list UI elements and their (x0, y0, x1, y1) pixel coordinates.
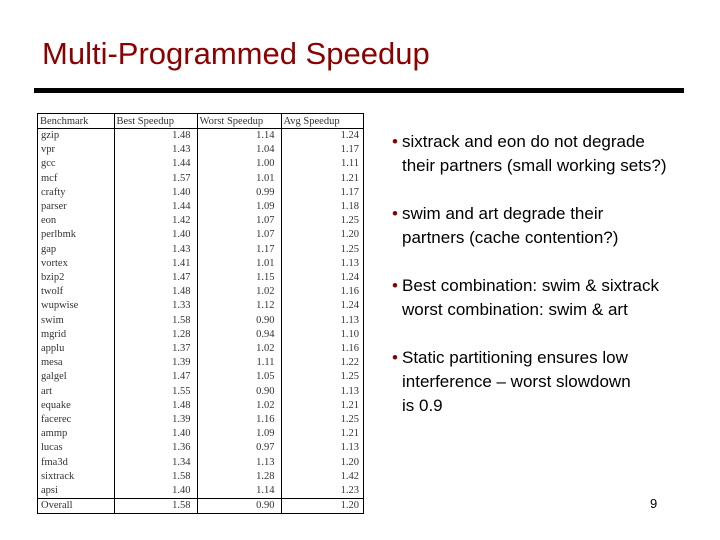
speedup-cell: 1.25 (281, 214, 364, 228)
speedup-cell: 1.43 (114, 243, 197, 257)
speedup-cell: 1.21 (281, 399, 364, 413)
speedup-cell: 1.58 (114, 470, 197, 484)
speedup-cell: 1.48 (114, 285, 197, 299)
benchmark-cell: galgel (41, 371, 67, 383)
table-row (38, 157, 364, 171)
speedup-cell: 1.24 (281, 271, 364, 285)
total-speedup-cell: 1.58 (114, 499, 197, 514)
speedup-cell: 1.48 (114, 129, 197, 144)
speedup-cell: 1.41 (114, 257, 197, 271)
table-header-row (38, 114, 364, 129)
speedup-cell: 1.34 (114, 456, 197, 470)
speedup-cell: 1.42 (114, 214, 197, 228)
bullet-text: worst combination: swim & art (402, 300, 628, 319)
benchmark-cell: mesa (41, 357, 63, 369)
speedup-cell: 1.44 (114, 200, 197, 214)
benchmark-cell: gzip (41, 130, 60, 141)
speedup-cell: 1.21 (281, 172, 364, 186)
speedup-cell: 1.17 (281, 186, 364, 200)
bullet-text: interference – worst slowdown (402, 372, 631, 391)
table-row (38, 299, 364, 313)
page-number: 9 (650, 496, 658, 511)
speedup-cell: 1.39 (114, 356, 197, 370)
speedup-cell: 1.07 (197, 228, 281, 242)
bullet-item (392, 346, 712, 418)
table-row (38, 413, 364, 427)
table-row (38, 186, 364, 200)
table-row (38, 356, 364, 370)
total-label-cell: Overall (38, 499, 114, 514)
benchmark-cell: ammp (41, 428, 68, 440)
bullet-marker: • (392, 348, 398, 367)
table-total-row (38, 499, 364, 514)
speedup-cell: 0.90 (197, 385, 281, 399)
speedup-cell: 1.16 (281, 285, 364, 299)
speedup-cell: 1.25 (281, 413, 364, 427)
benchmark-cell: equake (41, 399, 71, 411)
table-row (38, 470, 364, 484)
bullet-text: Static partitioning ensures low (402, 348, 628, 367)
bullet-list (392, 130, 712, 442)
benchmark-cell: vortex (41, 257, 68, 269)
speedup-cell: 1.15 (197, 271, 281, 285)
table-body (38, 129, 364, 514)
speedup-cell: 1.43 (114, 143, 197, 157)
speedup-cell: 1.13 (281, 314, 364, 328)
benchmark-cell: gap (41, 243, 57, 255)
speedup-cell: 1.02 (197, 285, 281, 299)
speedup-cell: 1.20 (281, 456, 364, 470)
table-row (38, 342, 364, 356)
speedup-cell: 1.14 (197, 484, 281, 499)
table-row (38, 484, 364, 499)
speedup-cell: 1.10 (281, 328, 364, 342)
speedup-table-container (37, 113, 364, 514)
table-row (38, 427, 364, 441)
column-header: Benchmark (38, 114, 114, 129)
speedup-cell: 0.97 (197, 441, 281, 455)
speedup-cell: 1.21 (281, 427, 364, 441)
bullet-text: swim and art degrade their (402, 204, 604, 223)
speedup-cell: 1.40 (114, 186, 197, 200)
speedup-cell: 1.23 (281, 484, 364, 499)
bullet-text: is 0.9 (402, 396, 443, 415)
benchmark-cell: perlbmk (41, 229, 76, 241)
benchmark-cell: fma3d (41, 456, 68, 468)
benchmark-cell: crafty (41, 186, 66, 198)
bullet-item (392, 130, 712, 178)
column-header: Best Speedup (114, 114, 197, 129)
speedup-table (38, 114, 364, 513)
speedup-cell: 1.37 (114, 342, 197, 356)
speedup-cell: 1.24 (281, 299, 364, 313)
speedup-cell: 1.58 (114, 314, 197, 328)
speedup-cell: 1.18 (281, 200, 364, 214)
total-speedup-cell: 0.90 (197, 499, 281, 514)
speedup-cell: 1.12 (197, 299, 281, 313)
benchmark-cell: vpr (41, 144, 55, 156)
speedup-cell: 1.39 (114, 413, 197, 427)
bullet-text: Best combination: swim & sixtrack (402, 276, 659, 295)
speedup-cell: 1.09 (197, 200, 281, 214)
column-header: Worst Speedup (197, 114, 281, 129)
table-row (38, 243, 364, 257)
speedup-cell: 1.22 (281, 356, 364, 370)
benchmark-cell: mcf (41, 172, 58, 184)
speedup-cell: 0.99 (197, 186, 281, 200)
speedup-cell: 0.94 (197, 328, 281, 342)
table-row (38, 385, 364, 399)
speedup-cell: 1.40 (114, 427, 197, 441)
slide-title: Multi-Programmed Speedup (42, 36, 430, 71)
table-row (38, 271, 364, 285)
table-row (38, 285, 364, 299)
speedup-cell: 1.11 (281, 157, 364, 171)
bullet-text: partners (cache contention?) (402, 228, 619, 247)
table-row (38, 129, 364, 144)
bullet-item (392, 274, 712, 322)
table-row (38, 143, 364, 157)
speedup-cell: 1.47 (114, 370, 197, 384)
speedup-cell: 1.24 (281, 129, 364, 144)
bullet-marker: • (392, 132, 398, 151)
benchmark-cell: gcc (41, 158, 56, 170)
table-row (38, 328, 364, 342)
table-row (38, 257, 364, 271)
speedup-cell: 1.16 (197, 413, 281, 427)
speedup-cell: 0.90 (197, 314, 281, 328)
title-divider (34, 88, 684, 93)
speedup-cell: 1.13 (197, 456, 281, 470)
speedup-cell: 1.48 (114, 399, 197, 413)
table-row (38, 172, 364, 186)
speedup-cell: 1.16 (281, 342, 364, 356)
speedup-cell: 1.00 (197, 157, 281, 171)
benchmark-cell: twolf (41, 286, 64, 298)
benchmark-cell: facerec (41, 414, 72, 426)
benchmark-cell: parser (41, 201, 67, 213)
benchmark-cell: sixtrack (41, 470, 75, 482)
bullet-text: sixtrack and eon do not degrade (402, 132, 645, 151)
speedup-cell: 1.28 (114, 328, 197, 342)
speedup-cell: 1.25 (281, 243, 364, 257)
speedup-cell: 1.40 (114, 228, 197, 242)
speedup-cell: 1.01 (197, 172, 281, 186)
benchmark-cell: wupwise (41, 300, 79, 312)
speedup-cell: 1.25 (281, 370, 364, 384)
speedup-cell: 1.47 (114, 271, 197, 285)
benchmark-cell: lucas (41, 442, 63, 454)
table-row (38, 399, 364, 413)
speedup-cell: 1.17 (197, 243, 281, 257)
speedup-cell: 1.33 (114, 299, 197, 313)
benchmark-cell: mgrid (41, 328, 67, 340)
speedup-cell: 1.02 (197, 342, 281, 356)
speedup-cell: 1.44 (114, 157, 197, 171)
speedup-cell: 1.40 (114, 484, 197, 499)
speedup-cell: 1.13 (281, 257, 364, 271)
benchmark-cell: bzip2 (41, 272, 65, 284)
table-row (38, 228, 364, 242)
speedup-cell: 1.09 (197, 427, 281, 441)
speedup-cell: 1.17 (281, 143, 364, 157)
benchmark-cell: apsi (41, 485, 58, 497)
total-speedup-cell: 1.20 (281, 499, 364, 514)
table-row (38, 456, 364, 470)
speedup-cell: 1.55 (114, 385, 197, 399)
benchmark-cell: applu (41, 343, 65, 355)
speedup-cell: 1.07 (197, 214, 281, 228)
table-row (38, 314, 364, 328)
table-row (38, 200, 364, 214)
speedup-cell: 1.20 (281, 228, 364, 242)
bullet-marker: • (392, 204, 398, 223)
speedup-cell: 1.36 (114, 441, 197, 455)
benchmark-cell: swim (41, 314, 64, 326)
table-row (38, 441, 364, 455)
speedup-cell: 1.42 (281, 470, 364, 484)
speedup-cell: 1.05 (197, 370, 281, 384)
bullet-item (392, 202, 712, 250)
speedup-cell: 1.28 (197, 470, 281, 484)
speedup-cell: 1.13 (281, 385, 364, 399)
table-row (38, 370, 364, 384)
speedup-cell: 1.11 (197, 356, 281, 370)
table-row (38, 214, 364, 228)
benchmark-cell: eon (41, 215, 57, 227)
speedup-cell: 1.02 (197, 399, 281, 413)
speedup-cell: 1.04 (197, 143, 281, 157)
speedup-cell: 1.57 (114, 172, 197, 186)
speedup-cell: 1.13 (281, 441, 364, 455)
column-header: Avg Speedup (281, 114, 364, 129)
bullet-text: their partners (small working sets?) (402, 156, 667, 175)
benchmark-cell: art (41, 385, 53, 397)
bullet-marker: • (392, 276, 398, 295)
speedup-cell: 1.01 (197, 257, 281, 271)
speedup-cell: 1.14 (197, 129, 281, 144)
